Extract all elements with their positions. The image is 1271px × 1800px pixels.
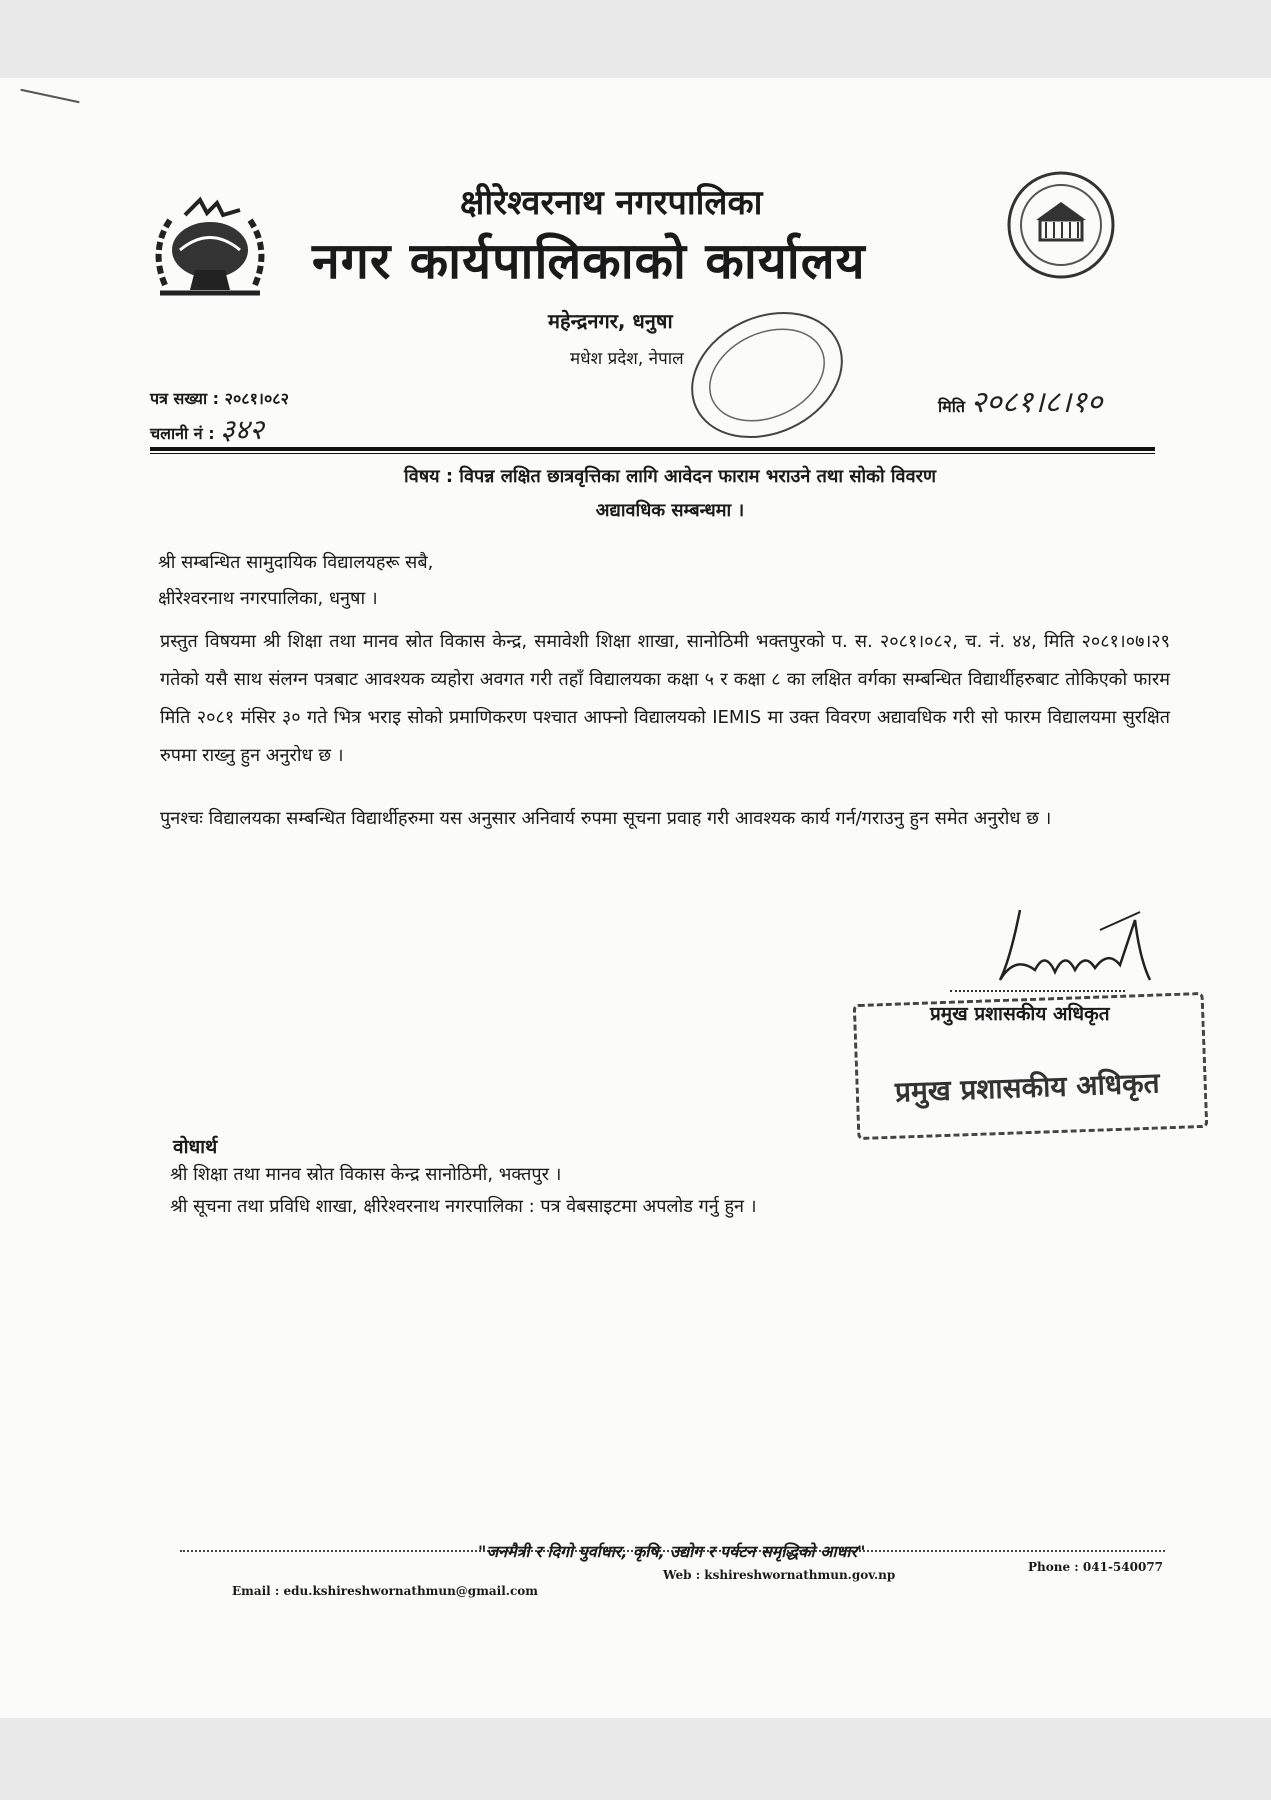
letter-number-value: २०८१।०८२ (224, 389, 289, 408)
header-rule-thick (150, 447, 1155, 451)
recipient-line-2: क्षीरेश्वरनाथ नगरपालिका, धनुषा । (158, 588, 378, 609)
recipient-address (158, 545, 433, 617)
signatory-title: प्रमुख प्रशासकीय अधिकृत (930, 1003, 1110, 1025)
office-location: महेन्द्रनगर, धनुषा (548, 309, 673, 333)
dispatch-number-value: ३४२ (220, 413, 264, 446)
letter-number (150, 387, 289, 409)
cc-item-2: श्री सूचना तथा प्रविधि शाखा, क्षीरेश्वरनाथ नगरपालिका : पत्र वेबसाइटमा अपलोड गर्नु हुन । (170, 1196, 757, 1217)
municipality-name: क्षीरेश्वरनाथ नगरपालिका (460, 183, 763, 223)
designation-stamp-text: प्रमुख प्रशासकीय अधिकृत (894, 1066, 1161, 1109)
office-name: नगर कार्यपालिकाको कार्यालय (312, 232, 866, 290)
footer-phone: Phone : 041-540077 (1028, 1560, 1164, 1574)
dispatch-number (150, 410, 264, 448)
body-paragraph-1: प्रस्तुत विषयमा श्री शिक्षा तथा मानव स्रोत विकास केन्द्र, समावेशी शिक्षा शाखा, सानोठिमी भक्तपुरको प. स. २०८१।०८२, च. नं. ४४, मिति २०८१।०७।२९ गतेको यसै साथ संलग्न पत्रबाट आवश्यक व्यहोरा अवगत गरी तहाँ विद्यालयका कक्षा ५ र कक्षा ८ का लक्षित वर्गका सम्बन्धित विद्यार्थीहरुबाट तोकिएको फारम मिति २०८१ मंसिर ३० गते भित्र भराइ सोको प्रमाणिकरण पश्चात आफ्नो विद्यालयको IEMIS मा उक्त विवरण अद्यावधिक गरी सो फारम विद्यालयमा सुरक्षित रुपमा राख्नु हुन अनुरोध छ । (160, 631, 1170, 766)
footer-website: Web : kshireshwornathmun.gov.np (663, 1568, 896, 1582)
subject-line-2: अद्यावधिक सम्बन्धमा । (595, 500, 745, 521)
municipality-seal-icon (998, 170, 1124, 280)
recipient-line-1: श्री सम्बन्धित सामुदायिक विद्यालयहरू सबै, (158, 552, 434, 573)
subject (290, 460, 1050, 528)
letter-date (938, 380, 1103, 421)
dispatch-number-label: चलानी नं : (150, 424, 215, 443)
cc-item-1: श्री शिक्षा तथा मानव स्रोत विकास केन्द्र सानोठिमी, भक्तपुर । (170, 1164, 562, 1185)
signature-dotted-line (950, 990, 1125, 992)
date-label: मिति (938, 397, 965, 416)
office-round-stamp (672, 300, 852, 440)
date-value: २०८१।८।१० (970, 385, 1103, 420)
cc-heading: वोधार्थ (173, 1136, 218, 1158)
header-rule-thin (150, 453, 1155, 454)
footer-motto: "जनमैत्री र दिगो पुर्वाधार, कृषि, उद्योग र पर्यटन समृद्धिको आधार" (478, 1542, 866, 1561)
letter-number-label: पत्र सख्या : (150, 389, 220, 408)
footer-email: Email : edu.kshireshwornathmun@gmail.com (232, 1584, 538, 1598)
nepal-emblem-icon (145, 195, 275, 305)
subject-line-1: विषय : विपन्न लक्षित छात्रवृत्तिका लागि आवेदन फाराम भराउने तथा सोको विवरण (404, 466, 936, 487)
body-paragraph-2: पुनश्चः विद्यालयका सम्बन्धित विद्यार्थीहरुमा यस अनुसार अनिवार्य रुपमा सूचना प्रवाह गरी आवश्यक कार्य गर्न/गराउनु हुन समेत अनुरोध छ । (160, 808, 1052, 829)
office-province: मधेश प्रदेश, नेपाल (570, 349, 684, 369)
